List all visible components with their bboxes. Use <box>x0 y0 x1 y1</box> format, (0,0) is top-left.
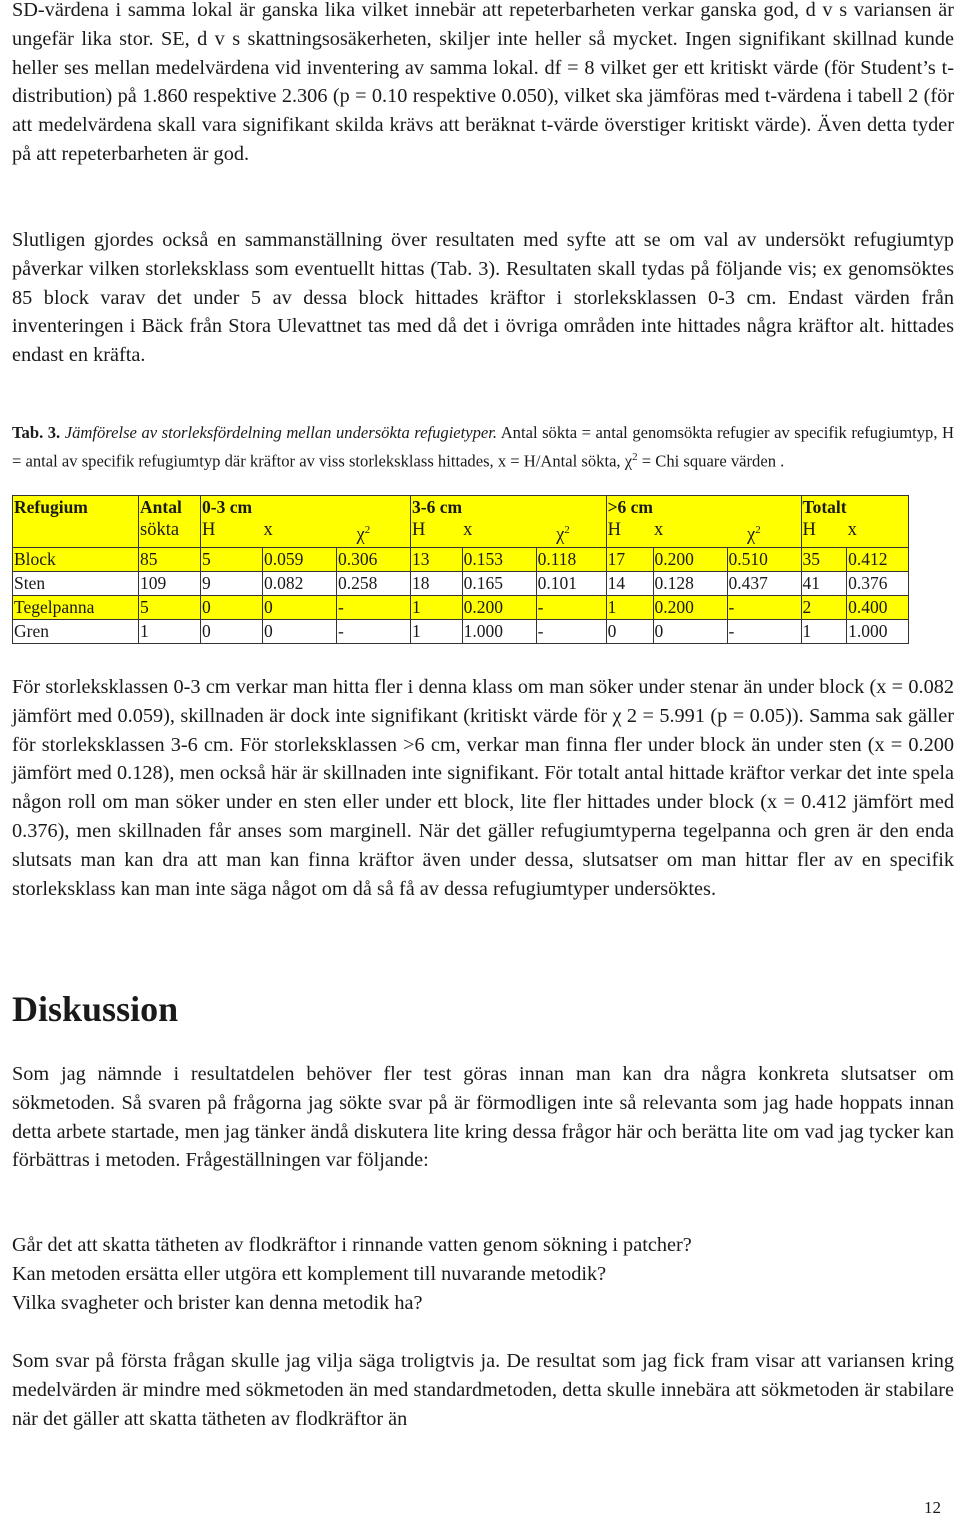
table-cell: 0.118 <box>536 548 606 572</box>
table-header-cell: Refugium <box>13 496 139 520</box>
table-cell: 1 <box>139 620 201 644</box>
table-cell: 0.200 <box>462 596 536 620</box>
table-cell: 1.000 <box>847 620 909 644</box>
table-subheader-cell: x <box>653 519 727 548</box>
paragraph-size-classes: För storleksklassen 0-3 cm verkar man hitta fler i denna klass om man söker under stenar än under block (x = 0.082 jämfört med 0.059), skillnaden är dock inte signifikant (kritiskt värde för χ 2 = 5.991 (p = 0.05)). Samma sak gäller för storleksklassen 3-6 cm. För storleksklassen >6 cm, verkar man finna fler under block än under sten (x = 0.200 jämfört med 0.128), men också här är skillnaden inte signifikant. För totalt antal hittade kräftor verkar det inte spela någon roll om man söker under en sten eller under ett block, lite fler hittades under block (x = 0.412 jämfört med 0.376), men skillnaden får anses som marginell. När det gäller refugiumtyperna tegelpanna och gren är den enda slutsats man kan dra att man kan finna kräftor även under dessa, slutsatser om man hittar fler av en specifik storleksklass kan man inte säga något om då så få av dessa refugiumtyper undersöktes. <box>12 676 954 900</box>
table-subheader-cell: H <box>201 519 263 548</box>
table-cell: 0.306 <box>337 548 411 572</box>
question-item: Går det att skatta tätheten av flodkräftor i rinnande vatten genom sökning i patcher? <box>12 1234 692 1256</box>
table-subheader-cell: $\chi^2$ <box>727 519 801 548</box>
table-row <box>13 548 909 572</box>
table-cell: Block <box>13 548 139 572</box>
paragraph-discussion: Som jag nämnde i resultatdelen behöver fler test göras innan man kan dra några konkreta slutsatser om sökmetoden. Så svaren på frågorna jag sökte svar på är förmodligen inte så relevanta som jag hade hoppats innan detta arbete startade, men jag tänker ändå diskutera lite kring dessa frågor här och berätta lite om vad jag tycker kan förbättras i metoden. Frågeställningen var följande: <box>12 1063 954 1172</box>
table-subheader-cell: H <box>411 519 463 548</box>
table-header-cell: 3-6 cm <box>412 497 463 517</box>
table-header-cell <box>653 496 727 520</box>
table-header-cell: 0-3 cm <box>201 496 263 520</box>
table-caption <box>12 421 954 474</box>
paragraph-answer: Som svar på första frågan skulle jag vilja säga troligtvis ja. De resultat som jag fick fram visar att variansen kring medelvärden är mindre med sökmetoden än med standardmetoden, detta skulle innebära att sökmetoden är stabilare när det gäller att skatta tätheten av flodkräftor än <box>12 1350 954 1430</box>
table-cell: 17 <box>606 548 653 572</box>
table-header-cell <box>847 496 909 520</box>
table-cell: 1 <box>801 620 847 644</box>
table-cell: 35 <box>801 548 847 572</box>
table-subheader-cell: H <box>606 519 653 548</box>
table-cell: 5 <box>139 596 201 620</box>
table-cell: 0.400 <box>847 596 909 620</box>
caption-text: Antal sökta = antal genomsökta refugier av specifik refugiumtyp, H = antal av specifik refugiumtyp där kräftor av viss storleksklass hittades, x = H/Antal sökta, χ <box>12 423 955 471</box>
table-cell: 1 <box>411 596 463 620</box>
table-cell: 109 <box>139 572 201 596</box>
table-cell: 0.128 <box>653 572 727 596</box>
table-cell: 0 <box>201 596 263 620</box>
table-cell: 1.000 <box>462 620 536 644</box>
table-cell: 2 <box>801 596 847 620</box>
table-cell: 0.200 <box>653 548 727 572</box>
table-header-row <box>13 496 909 520</box>
table-cell: 0 <box>263 620 337 644</box>
table-row <box>13 596 909 620</box>
table-cell: - <box>337 620 411 644</box>
table-cell: 41 <box>801 572 847 596</box>
table-cell: 0.258 <box>337 572 411 596</box>
table-subheader-cell: $\chi^2$ <box>337 519 411 548</box>
table-cell: 0.101 <box>536 572 606 596</box>
table-subheader-cell: sökta <box>139 519 201 548</box>
table-cell: 0.510 <box>727 548 801 572</box>
table-cell: 0 <box>653 620 727 644</box>
table-subheader-row <box>13 519 909 548</box>
table-row <box>13 620 909 644</box>
table-cell: 0 <box>263 596 337 620</box>
table-cell: 0.153 <box>462 548 536 572</box>
table-cell: - <box>727 620 801 644</box>
table-cell: 14 <box>606 572 653 596</box>
table-cell: 13 <box>411 548 463 572</box>
caption-end: = Chi square värden . <box>641 451 785 471</box>
section-heading: Diskussion <box>12 989 179 1029</box>
table-header-cell: Totalt <box>802 497 847 517</box>
table-header-cell <box>536 496 606 520</box>
paragraph-summary: Slutligen gjordes också en sammanställning över resultaten med syfte att se om val av undersökt refugiumtyp påverkar vilken storleksklass som eventuellt hittas (Tab. 3). Resultaten skall tydas på följande vis; ex genomsöktes 85 block varav det under 5 av dessa block hittades kräftor i storleksklassen 0-3 cm. Endast värden från inventeringen i Bäck från Stora Ulevattnet tas med då det i övriga områden inte hittades några kräftor alt. hittades endast en kräfta. <box>12 229 954 367</box>
table-cell: 85 <box>139 548 201 572</box>
table-cell: 0.082 <box>263 572 337 596</box>
table-subheader-cell: H <box>801 519 847 548</box>
question-item: Kan metoden ersätta eller utgöra ett komplement till nuvarande metodik? <box>12 1262 607 1285</box>
caption-italic: Jämförelse av storleksfördelning mellan undersökta refugietyper. <box>64 423 498 442</box>
table-header-cell <box>337 496 411 520</box>
table-subheader-cell: x <box>263 519 337 548</box>
table-header-cell: Antal <box>139 496 201 520</box>
table-subheader-cell: x <box>847 519 909 548</box>
table-cell: 0.165 <box>462 572 536 596</box>
table-cell: 9 <box>201 572 263 596</box>
table-cell: Tegelpanna <box>13 596 139 620</box>
table-cell: 0.437 <box>727 572 801 596</box>
caption-label: Tab. 3. <box>12 423 61 442</box>
table-header-cell <box>263 496 337 520</box>
table-cell: - <box>337 596 411 620</box>
table-cell: 1 <box>411 620 463 644</box>
table-cell: 0.059 <box>263 548 337 572</box>
table-subheader-cell: $\chi^2$ <box>536 519 606 548</box>
table-cell: Sten <box>13 572 139 596</box>
table-row <box>13 572 909 596</box>
table-cell: 1 <box>606 596 653 620</box>
table-cell: Gren <box>13 620 139 644</box>
page-number: 12 <box>924 1498 941 1517</box>
table-cell: 0.376 <box>847 572 909 596</box>
refugium-table <box>12 495 909 644</box>
table-cell: - <box>536 596 606 620</box>
table-cell: - <box>536 620 606 644</box>
table-header-cell: >6 cm <box>607 497 654 517</box>
table-header-cell <box>727 496 801 520</box>
question-item: Vilka svagheter och brister kan denna metodik ha? <box>12 1291 423 1314</box>
table-subheader-cell: x <box>462 519 536 548</box>
question-list <box>12 1231 954 1317</box>
paragraph-repeatability: SD-värdena i samma lokal är ganska lika vilket innebär att repeterbarheten verkar ganska god, d v s variansen är ungefär lika stor. SE, d v s skattningsosäkerheten, skiljer inte heller så mycket. Ingen signifikant skillnad kunde heller ses mellan medelvärdena vid inventering av samma lokal. df = 8 vilket ger ett kritiskt värde (för Student’s t-distribution) på 1.860 respektive 2.306 (p = 0.10 respektive 0.050), vilket ska jämföras med t-värdena i tabell 2 (för att medelvärdena skall vara signifikant skilda krävs att beräknat t-värde överstiger kritiskt värde). Även detta tyder på att repeterbarheten är god. <box>12 0 954 165</box>
table-cell: 18 <box>411 572 463 596</box>
table-cell: 0 <box>201 620 263 644</box>
caption-chi-sup: 2 <box>632 451 638 464</box>
table-cell: 0.412 <box>847 548 909 572</box>
table-cell: - <box>727 596 801 620</box>
table-header-cell <box>462 496 536 520</box>
table-cell: 0 <box>606 620 653 644</box>
table-subheader-cell <box>13 519 139 548</box>
table-cell: 5 <box>201 548 263 572</box>
table-cell: 0.200 <box>653 596 727 620</box>
